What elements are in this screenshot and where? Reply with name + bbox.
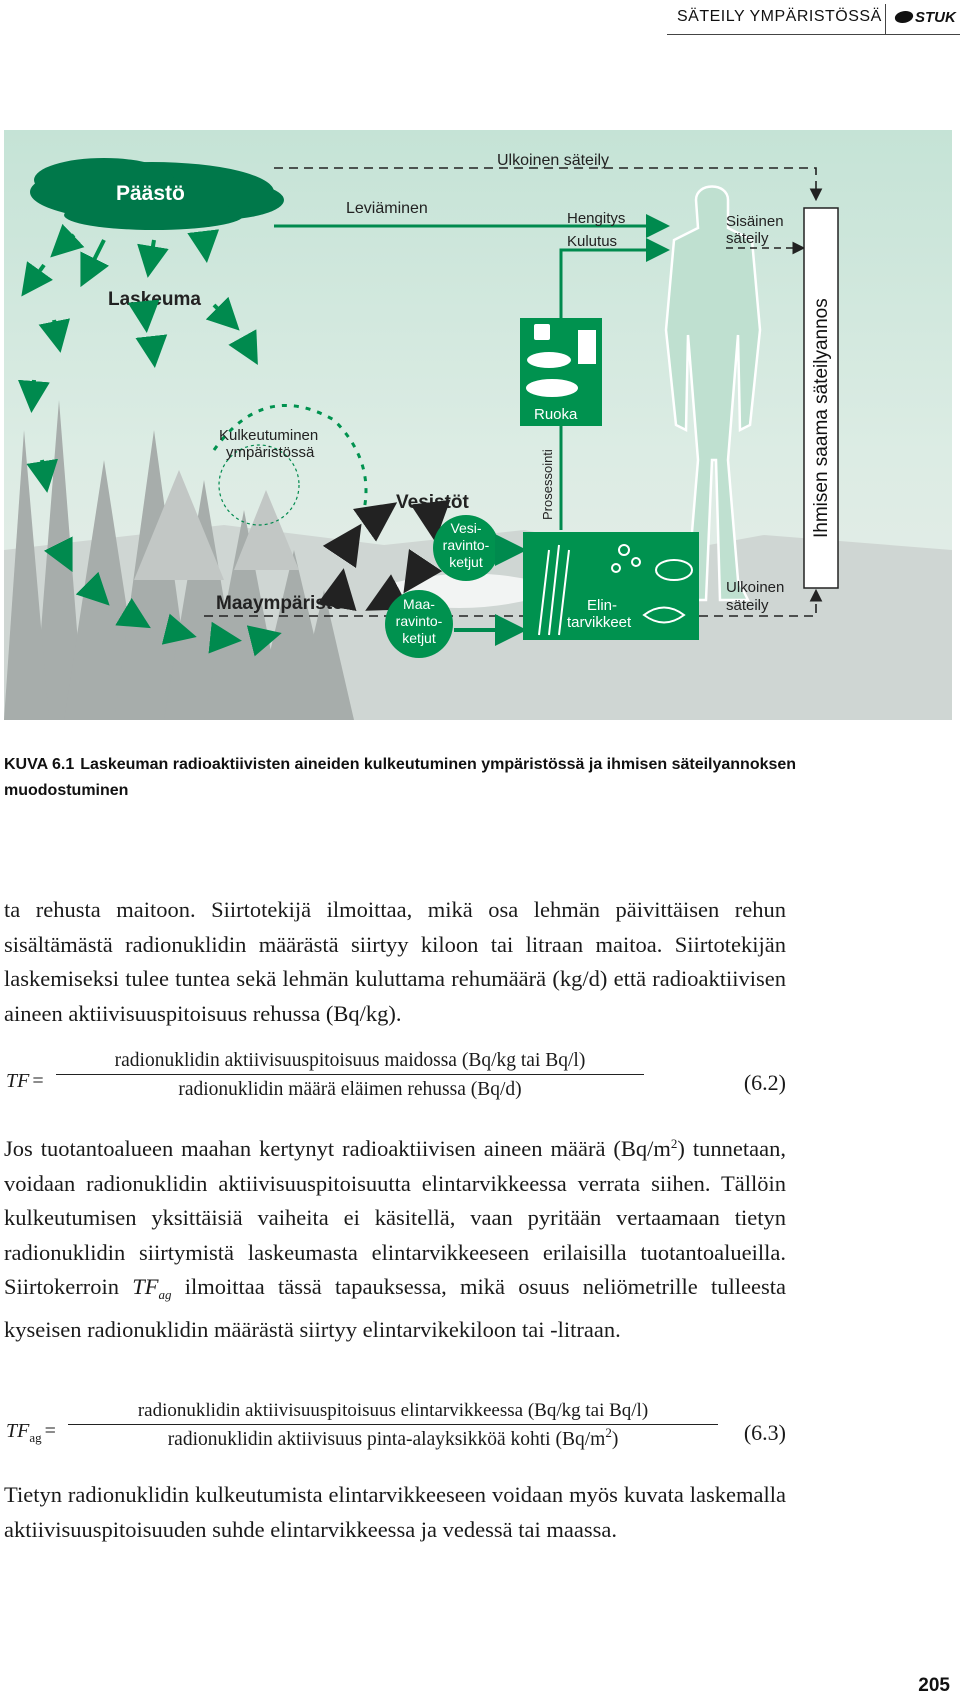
ulkoinen-top-label: Ulkoinen säteily [497, 152, 610, 169]
eq1-lhs [6, 1070, 44, 1093]
eq1-denominator: radionuklidin määrä eläimen rehussa (Bq/d) [178, 1079, 522, 1101]
prosessointi-label: Prosessointi [540, 449, 555, 520]
figure-caption [4, 752, 904, 804]
stuk-logo [895, 9, 956, 26]
laskeuma-label: Laskeuma [108, 289, 201, 310]
equation-6-2 [4, 1050, 786, 1114]
eq2-numerator: radionuklidin aktiivisuuspitoisuus elintarvikkeessa (Bq/kg tai Bq/l) [137, 1400, 649, 1421]
p2-part-a: Jos tuotantoalueen maahan kertynyt radioaktiivisen aineen määrä (Bq/m [4, 1136, 671, 1161]
page-number: 205 [918, 1675, 950, 1696]
maa-label-1: Maa- [403, 596, 435, 612]
ulkoinen-bottom-label-1: Ulkoinen [726, 579, 785, 596]
kulutus-label: Kulutus [567, 233, 618, 250]
sisainen-label-1: Sisäinen [726, 213, 784, 230]
maaymparisto-label: Maaympäristö [216, 593, 344, 614]
ruoka-label: Ruoka [534, 406, 578, 423]
p2-tf-subscript: ag [158, 1287, 172, 1302]
running-header [667, 0, 960, 36]
eq1-tf: TF [6, 1070, 30, 1092]
maa-label-2: ravinto- [395, 613, 443, 629]
caption-text: Laskeuman radioaktiivisten aineiden kulkeutuminen ympäristössä ja ihmisen säteilyannoksen muodostuminen [4, 756, 797, 799]
eq2-number: (6.3) [743, 1420, 786, 1445]
leviaminen-label: Leviäminen [346, 200, 428, 217]
p2-part-c: ilmoittaa tässä tapauksessa, mikä osuus neliömetrille tulleesta kyseisen radionuklidin määrästä siirtyy elintarvikekiloon tai -litraan. [4, 1274, 786, 1342]
eq2-denominator [68, 1425, 718, 1451]
header-title: SÄTEILY YMPÄRISTÖSSÄ [677, 8, 882, 25]
kulkeutuminen-label-2: ympäristössä [226, 444, 315, 461]
dose-label: Ihmisen saama säteilyannos [811, 298, 832, 538]
eq1-equals: = [32, 1070, 44, 1092]
vesi-label-1: Vesi- [450, 520, 482, 536]
eq2-lhs [6, 1420, 56, 1446]
elin-label-2: tarvikkeet [567, 614, 632, 631]
p2-superscript: 2 [670, 1136, 678, 1151]
p2-part-b: ) tunnetaan, voidaan radionuklidin aktiivisuuspitoisuutta elintarvikkeessa verrata siihen. Tällöin kulkeutumisen yksittäisiä vaiheita ei käsitellä, vaan pyritään vertaamaan tietyn radionuklidin siirtymistä laskeumasta elintarvikkeeseen erilaisilla tuotantoalueilla. Siirtokerroin [4, 1136, 786, 1299]
header-divider [885, 4, 886, 34]
eq2-den-text: radionuklidin aktiivisuus pinta-alayksikköä kohti (Bq/m [167, 1429, 606, 1451]
header-rule [667, 34, 960, 35]
p2-tf: TF [132, 1274, 159, 1299]
hengitys-label: Hengitys [567, 210, 626, 227]
kulkeutuminen-label-1: Kulkeutuminen [219, 427, 319, 444]
eq2-den-superscript: 2 [605, 1425, 612, 1441]
vesistot-label: Vesistöt [396, 492, 469, 513]
figure-radioactive-pathways [4, 130, 952, 720]
eq1-fraction [56, 1050, 644, 1101]
vesi-label-3: ketjut [449, 554, 483, 570]
equation-6-3 [4, 1400, 786, 1464]
eq1-numerator: radionuklidin aktiivisuuspitoisuus maidossa (Bq/kg tai Bq/l) [114, 1050, 586, 1071]
stuk-logo-icon [893, 11, 914, 23]
vesi-label-2: ravinto- [442, 537, 490, 553]
paasto-label: Päästö [116, 182, 185, 205]
sisainen-label-2: säteily [726, 230, 769, 247]
eq2-fraction [68, 1400, 718, 1451]
paragraph-1: ta rehusta maitoon. Siirtotekijä ilmoittaa, mikä osa lehmän päivittäisen rehun sisältämästä radionuklidin määrästä siirtyy kiloon tai litraan maitoa. Siirtotekijän laskemiseksi tulee tuntea sekä lehmän kuluttama rehumäärä (kg/d) että radioaktiivisen aineen aktiivisuuspitoisuus rehussa (Bq/kg). [4, 897, 786, 1026]
paragraph-2 [4, 1132, 786, 1347]
eq1-number: (6.2) [743, 1070, 786, 1095]
elin-label-1: Elin- [587, 597, 618, 614]
caption-label: KUVA 6.1 [4, 756, 75, 773]
eq2-equals: = [44, 1420, 56, 1442]
eq2-tf-subscript: ag [29, 1430, 42, 1445]
eq2-den-close: ) [611, 1429, 619, 1451]
eq2-tf: TF [6, 1420, 30, 1442]
stuk-logo-text: STUK [915, 9, 956, 26]
maa-label-3: ketjut [402, 630, 436, 646]
paragraph-3: Tietyn radionuklidin kulkeutumista elintarvikkeeseen voidaan myös kuvata laskemalla aktiivisuuspitoisuuden suhde elintarvikkeessa ja vedessä tai maassa. [4, 1482, 786, 1542]
ulkoinen-bottom-label-2: säteily [726, 597, 769, 614]
